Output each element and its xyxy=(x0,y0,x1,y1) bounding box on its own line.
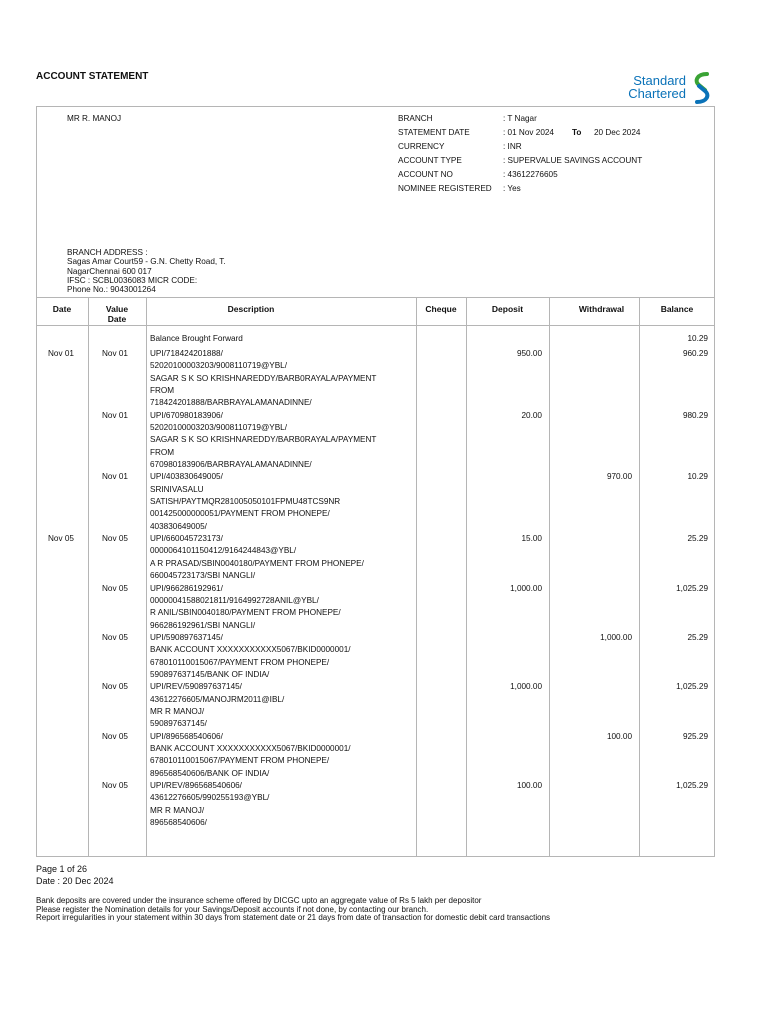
row-description: UPI/660045723173/ 0000064101150412/9164244843@YBL/ A R PRASAD/SBIN0040180/PAYMENT FROM PHONEPE/ 660045723173/SBI NANGLI/ xyxy=(150,534,364,581)
brand-name: Standard Chartered xyxy=(628,73,686,101)
header-value-date: Value Date xyxy=(105,304,129,324)
row-description: Balance Brought Forward xyxy=(150,334,243,343)
header-description: Description xyxy=(227,304,275,314)
dicgc-note: Bank deposits are covered under the insurance scheme offered by DICGC upto an aggregate value of Rs 5 lakh per depositor xyxy=(36,896,482,905)
statement-date-to: 20 Dec 2024 xyxy=(594,128,641,137)
row-value-date: Nov 05 xyxy=(102,632,128,642)
print-date: Date : 20 Dec 2024 xyxy=(36,876,114,886)
row-deposit: 20.00 xyxy=(521,410,542,420)
logo-icon xyxy=(689,72,715,104)
row-description: UPI/REV/590897637145/ 43612276605/MANOJRM2011@IBL/ MR R MANOJ/ 590897637145/ xyxy=(150,682,285,729)
page-title: ACCOUNT STATEMENT xyxy=(36,71,149,82)
row-balance: 1,025.29 xyxy=(676,682,708,692)
row-value-date: Nov 05 xyxy=(102,534,128,544)
nominee-label: NOMINEE REGISTERED xyxy=(398,184,492,193)
statement-date-to-label: To xyxy=(572,128,582,137)
row-date: Nov 01 xyxy=(48,348,74,358)
row-deposit: 100.00 xyxy=(516,781,542,791)
standard-chartered-logo xyxy=(614,72,720,104)
header-deposit: Deposit xyxy=(491,304,524,314)
col-divider xyxy=(549,297,550,857)
nomination-note: Please register the Nomination details for your Savings/Deposit accounts if not done, by contacting our branch. xyxy=(36,904,429,914)
row-balance: 25.29 xyxy=(687,534,708,544)
row-description: UPI/590897637145/ BANK ACCOUNT XXXXXXXXXXX5067/BKID0000001/ 678010110015067/PAYMENT FROM PHONEPE/ 590897637145/BANK OF INDIA/ xyxy=(150,632,351,679)
branch-address: BRANCH ADDRESS : Sagas Amar Court59 - G.N. Chetty Road, T. NagarChennai 600 017 IFSC : SCBL0036083 MICR CODE: Phone No.: 9043001264 xyxy=(67,248,226,295)
page-info xyxy=(36,863,114,887)
page-number: Page 1 of 26 xyxy=(36,864,88,874)
row-value-date: Nov 05 xyxy=(102,583,128,593)
account-no-label: ACCOUNT NO xyxy=(398,170,453,179)
account-no-value: : 43612276605 xyxy=(503,170,558,179)
row-withdrawal: 970.00 xyxy=(606,472,632,482)
row-value-date: Nov 05 xyxy=(102,731,128,741)
row-description: UPI/670980183906/ 52020100003203/9008110719@YBL/ SAGAR S K SO KRISHNAREDDY/BARB0RAYALA/PAYMENT FROM 670980183906/BARBRAYALAMANADINNE/ xyxy=(150,410,377,469)
branch-value: : T Nagar xyxy=(503,114,537,123)
row-withdrawal: 100.00 xyxy=(606,731,632,741)
header-balance: Balance xyxy=(660,304,694,314)
row-balance: 25.29 xyxy=(687,632,708,642)
account-type-value: : SUPERVALUE SAVINGS ACCOUNT xyxy=(503,156,643,165)
nominee-value: : Yes xyxy=(503,184,521,193)
header-date: Date xyxy=(52,304,72,314)
statement-date-from: : 01 Nov 2024 xyxy=(503,128,554,137)
row-balance: 960.29 xyxy=(682,348,708,358)
table-header-rule xyxy=(36,325,715,326)
row-date: Nov 05 xyxy=(48,534,74,544)
row-description: UPI/896568540606/ BANK ACCOUNT XXXXXXXXXXX5067/BKID0000001/ 678010110015067/PAYMENT FROM PHONEPE/ 896568540606/BANK OF INDIA/ xyxy=(150,731,351,778)
currency-value: : INR xyxy=(503,142,522,151)
row-deposit: 1,000.00 xyxy=(510,682,542,692)
statement-date-label: STATEMENT DATE xyxy=(398,128,470,137)
row-withdrawal: 1,000.00 xyxy=(600,632,632,642)
row-description: UPI/718424201888/ 52020100003203/9008110719@YBL/ SAGAR S K SO KRISHNAREDDY/BARB0RAYALA/PAYMENT FROM 718424201888/BARBRAYALAMANADINNE/ xyxy=(150,348,377,408)
row-balance: 925.29 xyxy=(682,731,708,741)
row-value-date: Nov 01 xyxy=(102,410,128,420)
col-divider xyxy=(639,297,640,857)
row-deposit: 15.00 xyxy=(521,534,542,544)
col-divider xyxy=(146,297,147,857)
header-cheque: Cheque xyxy=(425,304,457,314)
col-divider xyxy=(416,297,417,857)
row-balance: 1,025.29 xyxy=(676,781,708,791)
account-type-label: ACCOUNT TYPE xyxy=(398,156,462,165)
branch-label: BRANCH xyxy=(398,114,433,123)
row-deposit: 1,000.00 xyxy=(510,583,542,593)
row-description: UPI/403830649005/ SRINIVASALU SATISH/PAYTMQR281005050101FPMU48TCS9NR 001425000000051/PAYMENT FROM PHONEPE/ 403830649005/ xyxy=(150,472,341,531)
footer-notes xyxy=(36,897,550,923)
row-balance: 10.29 xyxy=(687,472,708,482)
row-value-date: Nov 05 xyxy=(102,682,128,692)
row-deposit: 950.00 xyxy=(516,348,542,358)
customer-name: MR R. MANOJ xyxy=(67,114,122,123)
currency-label: CURRENCY xyxy=(398,142,445,151)
row-balance: 1,025.29 xyxy=(676,583,708,593)
irregularities-note: Report irregularities in your statement within 30 days from statement date or 21 days from date of transaction for domestic debit card transactions xyxy=(36,913,551,922)
col-divider xyxy=(88,297,89,857)
row-description: UPI/REV/896568540606/ 43612276605/990255193@YBL/ MR R MANOJ/ 896568540606/ xyxy=(150,781,270,828)
row-balance: 980.29 xyxy=(682,410,708,420)
col-divider xyxy=(466,297,467,857)
row-value-date: Nov 01 xyxy=(102,348,128,358)
row-value-date: Nov 05 xyxy=(102,781,128,791)
row-value-date: Nov 01 xyxy=(102,472,128,482)
header-withdrawal: Withdrawal xyxy=(578,304,625,314)
row-description: UPI/966286192961/ 00000041588021811/9164992728ANIL@YBL/ R ANIL/SBIN0040180/PAYMENT FROM PHONEPE/ 966286192961/SBI NANGLI/ xyxy=(150,583,341,630)
table-top-rule xyxy=(36,297,715,298)
row-balance: 10.29 xyxy=(687,334,708,343)
